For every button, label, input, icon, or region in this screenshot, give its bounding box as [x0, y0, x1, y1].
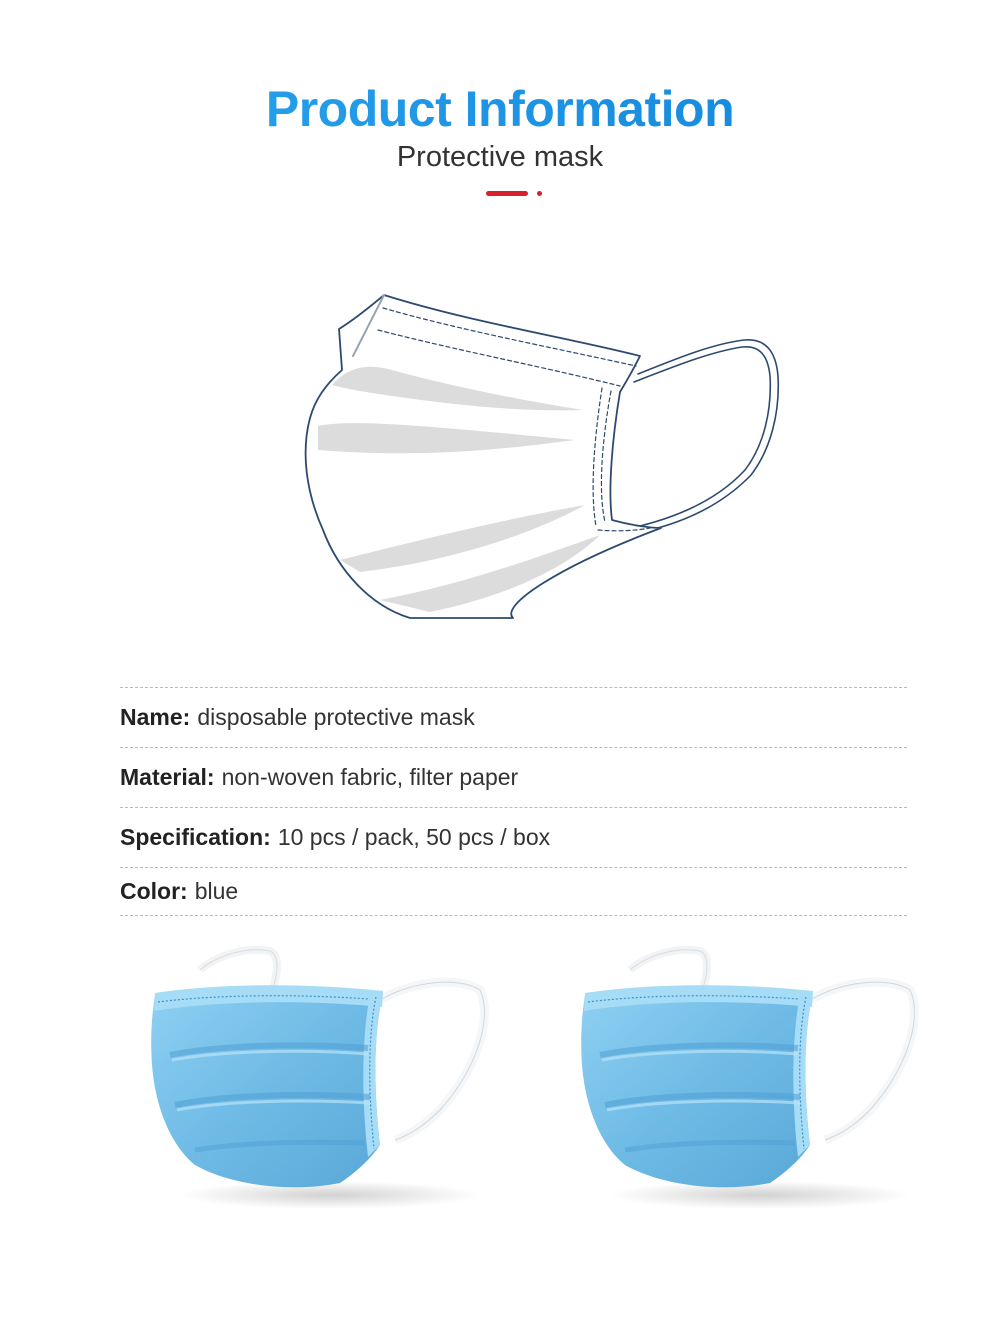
accent-bar — [486, 191, 528, 196]
blue-mask-photo — [570, 945, 930, 1215]
divider — [120, 915, 907, 916]
spec-value: 10 pcs / pack, 50 pcs / box — [277, 824, 551, 850]
blue-mask-photo — [140, 945, 500, 1215]
spec-list — [120, 687, 907, 916]
spec-label: Color: — [120, 878, 188, 904]
spec-row-name — [120, 688, 907, 747]
spec-value: non-woven fabric, filter paper — [221, 764, 519, 790]
spec-label: Specification: — [120, 824, 271, 850]
mask-line-drawing — [300, 285, 780, 625]
spec-row-color — [120, 868, 907, 915]
spec-value: blue — [194, 878, 239, 904]
page-title: Product Information — [0, 80, 1000, 138]
spec-label: Name: — [120, 704, 191, 730]
page-subtitle: Protective mask — [396, 141, 604, 173]
spec-value: disposable protective mask — [197, 704, 475, 730]
spec-row-specification — [120, 808, 907, 867]
accent-dot — [537, 191, 542, 196]
spec-row-material — [120, 748, 907, 807]
spec-label: Material: — [120, 764, 215, 790]
